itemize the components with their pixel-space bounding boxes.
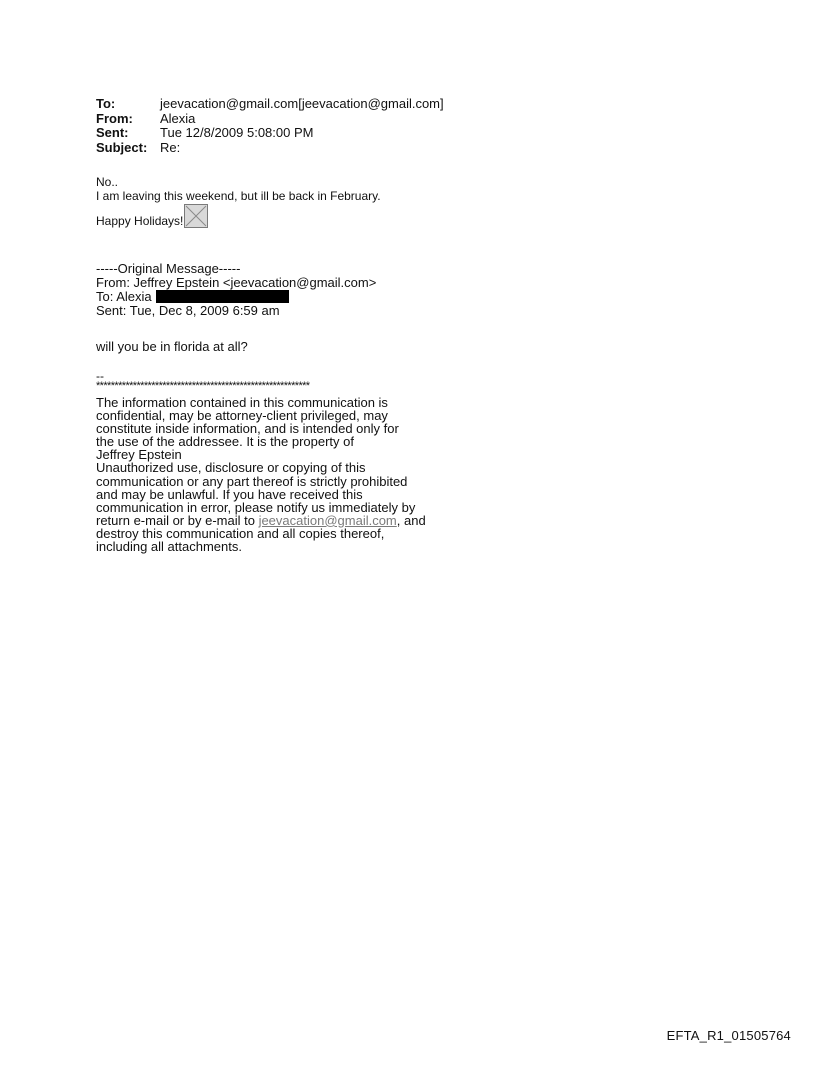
original-sent-line: Sent: Tue, Dec 8, 2009 6:59 am <box>96 303 280 318</box>
happy-holidays-text: Happy Holidays! <box>96 214 184 228</box>
reply-line-leaving: I am leaving this weekend, but ill be back in February. <box>96 189 381 203</box>
confidentiality-disclaimer <box>96 396 456 553</box>
original-message-separator: -----Original Message----- <box>96 261 241 276</box>
link-suffix-text: , and <box>396 512 426 528</box>
signature-stars-divider: ********************************************************** <box>96 380 310 392</box>
header-sent-row <box>96 126 444 141</box>
header-from-value: Alexia <box>160 110 196 126</box>
redaction-bar <box>156 290 289 303</box>
original-message-header <box>96 262 376 318</box>
header-to-value: jeevacation@gmail.com[jeevacation@gmail.com] <box>160 96 444 111</box>
disclaimer-line: Jeffrey Epstein <box>96 447 182 463</box>
header-from-row <box>96 112 444 127</box>
email-header <box>96 97 444 155</box>
header-to-label: To: <box>96 96 116 111</box>
disclaimer-line: including all attachments. <box>96 539 242 555</box>
header-subject-label: Subject: <box>96 139 148 155</box>
original-question: will you be in florida at all? <box>96 339 248 354</box>
header-sent-label: Sent: <box>96 125 129 140</box>
disclaimer-line: destroy this communication and all copies thereof, <box>96 525 385 541</box>
header-subject-value: Re: <box>160 139 181 155</box>
disclaimer-line: constitute inside information, and is intended only for <box>96 421 399 437</box>
reply-line-no: No.. <box>96 175 119 189</box>
original-to-line <box>96 290 376 304</box>
disclaimer-line: Unauthorized use, disclosure or copying of this <box>96 460 366 476</box>
disclaimer-line: and may be unlawful. If you have received this <box>96 486 363 502</box>
link-prefix-text: return e-mail or by e-mail to <box>96 512 259 528</box>
reply-line-happy-holidays <box>96 202 208 228</box>
document-id: EFTA_R1_01505764 <box>666 1028 791 1043</box>
disclaimer-link-line <box>96 514 456 527</box>
email-link[interactable]: jeevacation@gmail.com <box>258 512 397 528</box>
disclaimer-line: confidential, may be attorney-client privileged, may <box>96 408 388 424</box>
signature-dash: -- <box>96 369 104 383</box>
disclaimer-line: the use of the addressee. It is the property of <box>96 434 354 450</box>
broken-image-icon <box>184 204 208 228</box>
disclaimer-line: communication in error, please notify us immediately by <box>96 499 416 515</box>
header-sent-value: Tue 12/8/2009 5:08:00 PM <box>160 125 314 140</box>
header-subject-row <box>96 141 444 156</box>
header-to-row <box>96 97 444 112</box>
original-from-line: From: Jeffrey Epstein <jeevacation@gmail.com> <box>96 275 377 290</box>
header-from-label: From: <box>96 110 133 126</box>
disclaimer-line: The information contained in this communication is <box>96 395 388 410</box>
disclaimer-line: communication or any part thereof is strictly prohibited <box>96 473 408 489</box>
original-to-text: To: Alexia <box>96 289 152 304</box>
